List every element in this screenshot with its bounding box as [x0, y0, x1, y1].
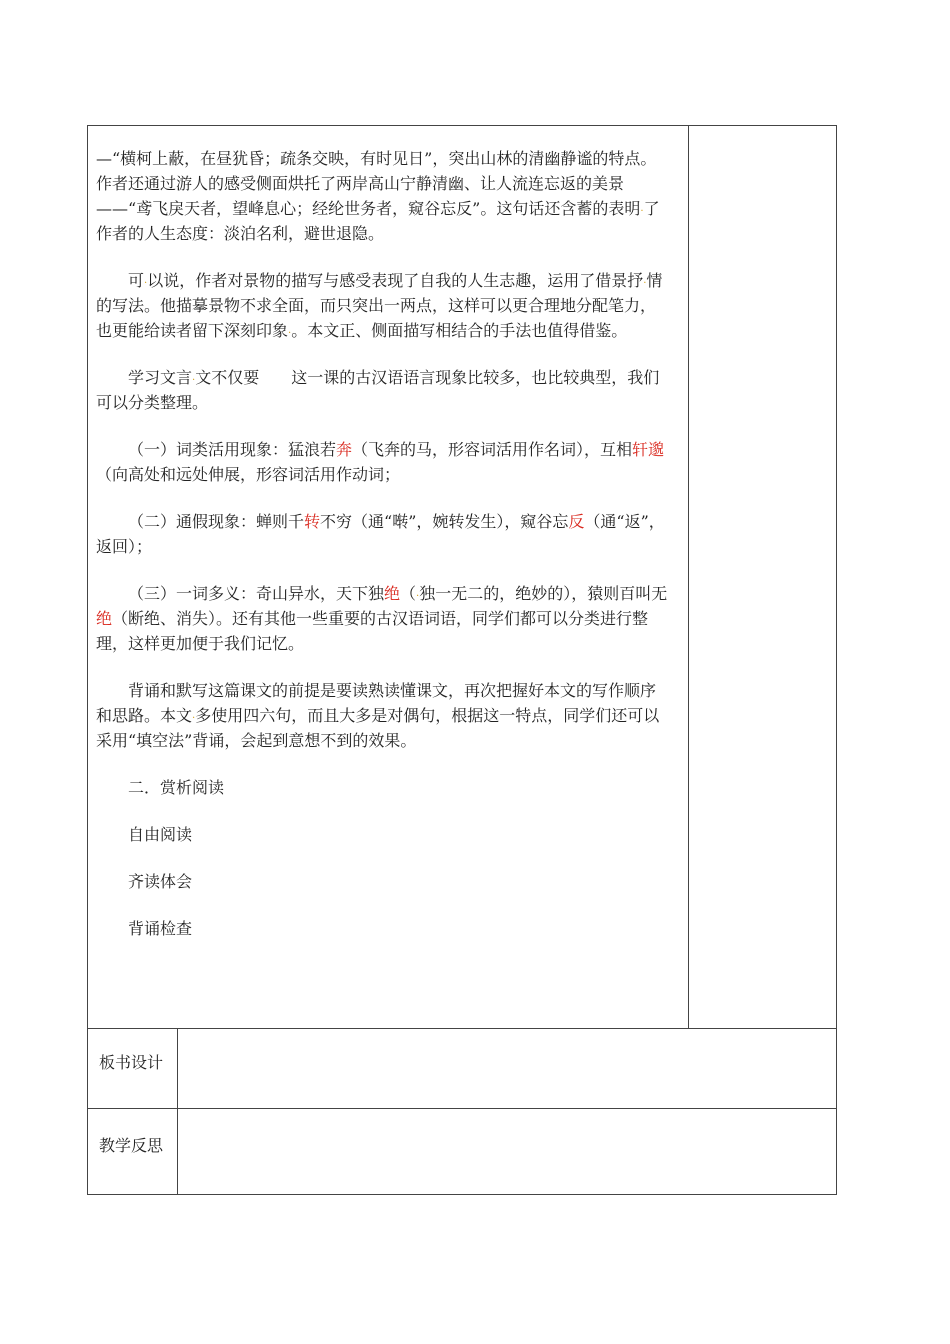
highlighted-word: 反 [568, 512, 585, 531]
activity-item: 齐读体会 [128, 872, 193, 891]
column-divider [688, 125, 689, 1029]
highlighted-word: 奔 [336, 440, 353, 459]
lower-table [87, 1028, 837, 1195]
edit-mark: . [192, 710, 196, 721]
edit-mark: . [288, 325, 292, 336]
highlighted-word: 轩邈 [632, 440, 665, 459]
paragraph-1: —“横柯上蔽，在昼犹昏；疏条交映，有时见日”，突出山林的清幽静谧的特点。作者还通过游人的感受侧面烘托了两岸高山宁静清幽、让人流连忘返的美景——“鸢飞戾天者，望峰息心；经纶世务者，窥谷忘反”。这句话还含蓄的表明.了作者的人生态度：淡泊名利，避世退隐。 [96, 149, 660, 243]
paragraph-5: （二）通假现象：蝉则千转不穷（通“啭”，婉转发生），窥谷忘反（通“返”，返回）； [96, 512, 665, 556]
row-divider [87, 1108, 837, 1109]
highlighted-word: 绝 [96, 609, 113, 628]
label-divider [177, 1028, 178, 1195]
paragraph-7: 背诵和默写这篇课文的前提是要读熟读懂课文，再次把握好本文的写作顺序和思路。本文.多使用四六句，而且大多是对偶句，根据这一特点，同学们还可以采用“填空法”背诵，会起到意想不到的效果。 [96, 681, 660, 750]
activity-item: 背诵检查 [128, 919, 193, 938]
edit-mark: . [643, 275, 647, 286]
paragraph-6: （三）一词多义：奇山异水，天下独绝（.独一无二的，绝妙的），猿则百叫无绝（断绝、消失）。还有其他一些重要的古汉语词语，同学们都可以分类进行整理，这样更加便于我们记忆。 [96, 584, 668, 653]
edit-mark: . [640, 203, 644, 214]
paragraph-2: 可.以说，作者对景物的描写与感受表现了自我的人生志趣，运用了借景抒.情的写法。他描摹景物不求全面，而只突出一两点，这样可以更合理地分配笔力，也更能给读者留下深刻印象.。本文正、侧面描写相结合的手法也值得借鉴。 [96, 271, 663, 340]
highlighted-word: 绝 [384, 584, 401, 603]
activity-item: 自由阅读 [128, 825, 193, 844]
paragraph-3: 学习文言.文不仅要 这一课的古汉语语言现象比较多，也比较典型，我们可以分类整理。 [96, 368, 660, 412]
edit-mark: . [416, 588, 420, 599]
teaching-reflection-label: 教学反思 [99, 1136, 164, 1155]
paragraph-4: （一）词类活用现象：猛浪若奔（飞奔的马，形容词活用作名词），互相轩邈（向高处和远处伸展，形容词活用作动词； [96, 440, 665, 484]
board-design-label: 板书设计 [99, 1053, 164, 1072]
edit-mark: . [192, 372, 196, 383]
edit-mark: . [144, 275, 148, 286]
section-heading: 二．赏析阅读 [128, 778, 225, 797]
lesson-text [96, 146, 670, 941]
highlighted-word: 转 [304, 512, 321, 531]
